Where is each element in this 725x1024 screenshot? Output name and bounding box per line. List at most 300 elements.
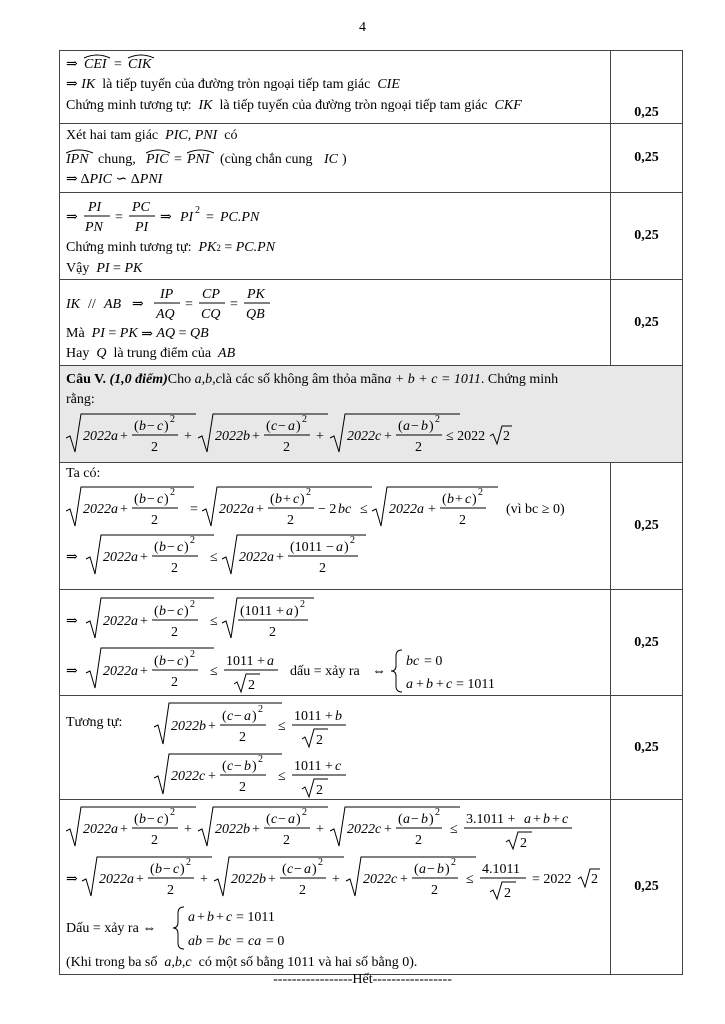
row-content — [60, 800, 610, 974]
svg-text:⇒: ⇒ — [66, 550, 78, 565]
svg-text:b: b — [421, 812, 428, 827]
svg-text:c: c — [227, 759, 234, 774]
svg-text:−: − — [278, 419, 286, 434]
svg-text:ab: ab — [188, 934, 202, 949]
svg-text:): ) — [252, 759, 257, 774]
svg-text:+: + — [140, 614, 148, 629]
svg-text:2: 2 — [283, 440, 290, 455]
math-line — [66, 482, 604, 530]
svg-text:CQ: CQ — [201, 307, 221, 322]
svg-text:2022a: 2022a — [99, 872, 134, 887]
svg-text:): ) — [429, 812, 434, 827]
svg-text:=: = — [114, 57, 122, 72]
svg-text:PI: PI — [88, 200, 102, 215]
svg-text:2: 2 — [287, 513, 294, 528]
svg-text:): ) — [164, 492, 169, 507]
svg-text:bc: bc — [218, 934, 232, 949]
svg-text:2: 2 — [299, 883, 306, 898]
svg-text:CP: CP — [202, 287, 220, 302]
svg-text:(: ( — [154, 604, 159, 619]
svg-text:−: − — [234, 709, 242, 724]
svg-text:2: 2 — [302, 807, 307, 818]
svg-text:2022c: 2022c — [363, 872, 398, 887]
svg-text:b: b — [159, 654, 166, 669]
svg-text:PC: PC — [132, 200, 150, 215]
svg-text:PIC: PIC — [146, 152, 169, 167]
svg-text:2022a: 2022a — [103, 614, 138, 629]
svg-text:Dấu = xảy ra ⇔: Dấu = xảy ra ⇔ — [66, 921, 157, 936]
math-line — [66, 530, 604, 578]
svg-text:bc: bc — [338, 502, 352, 517]
svg-text:a: a — [336, 540, 343, 555]
svg-text:−: − — [411, 419, 419, 434]
svg-text:(vì bc ≥ 0): (vì bc ≥ 0) — [506, 502, 565, 517]
svg-text:⇒: ⇒ — [66, 872, 78, 887]
svg-text:2: 2 — [170, 807, 175, 818]
svg-text:a: a — [406, 677, 413, 692]
svg-text:2: 2 — [258, 754, 263, 765]
svg-text:⇒: ⇒ — [66, 664, 78, 679]
svg-text:PI: PI — [180, 210, 194, 225]
svg-text:=: = — [236, 934, 244, 949]
svg-text:2: 2 — [170, 414, 175, 425]
svg-text:PN: PN — [85, 220, 103, 235]
svg-text:): ) — [184, 604, 189, 619]
svg-text:2: 2 — [435, 807, 440, 818]
svg-text:+: + — [257, 654, 265, 669]
svg-text:a: a — [288, 419, 295, 434]
svg-text:2: 2 — [300, 599, 305, 610]
svg-text:c: c — [157, 419, 164, 434]
svg-text:(: ( — [134, 419, 139, 434]
svg-text:2: 2 — [171, 675, 178, 690]
svg-text:a: a — [419, 862, 426, 877]
svg-text:⇒: ⇒ — [66, 57, 78, 72]
question-vars: a,b,c — [194, 372, 222, 387]
svg-text:2: 2 — [431, 883, 438, 898]
svg-text:): ) — [342, 152, 347, 167]
svg-text:PK: PK — [247, 287, 265, 302]
svg-text:): ) — [164, 419, 169, 434]
svg-text:=: = — [115, 210, 123, 225]
svg-text:b: b — [139, 492, 146, 507]
svg-text:): ) — [344, 540, 349, 555]
text-line: ⇒ Δ PIC ∽ Δ PNI — [66, 171, 163, 187]
svg-text:2: 2 — [195, 205, 200, 216]
svg-text:1011: 1011 — [294, 759, 322, 774]
svg-text:+: + — [268, 872, 276, 887]
svg-text:2: 2 — [151, 833, 158, 848]
math-line — [66, 902, 604, 952]
math-line — [66, 145, 604, 170]
svg-text:CIK: CIK — [128, 57, 152, 72]
math-line — [66, 53, 604, 74]
svg-text:≤: ≤ — [278, 719, 286, 734]
score-cell: 0,25 — [610, 193, 682, 279]
svg-text:a: a — [267, 654, 274, 669]
score-cell: 0,25 — [610, 800, 682, 974]
svg-text:b: b — [159, 604, 166, 619]
svg-text:1011: 1011 — [294, 709, 322, 724]
question-text-after: . Chứng minh — [480, 372, 559, 387]
svg-text:a: a — [524, 812, 531, 827]
svg-text:=: = — [190, 502, 198, 517]
svg-text:2: 2 — [459, 513, 466, 528]
svg-text:b: b — [159, 540, 166, 555]
svg-text:=: = — [230, 297, 238, 312]
svg-text:): ) — [184, 654, 189, 669]
svg-text:2: 2 — [258, 704, 263, 715]
svg-text:−: − — [427, 862, 435, 877]
svg-text:−: − — [234, 759, 242, 774]
svg-text:+: + — [252, 822, 260, 837]
svg-text:1011: 1011 — [226, 654, 254, 669]
svg-text:+: + — [276, 604, 284, 619]
text-line: ⇒ IK là tiếp tuyến của đường tròn ngoại tiếp tam giác CIE — [66, 76, 400, 92]
svg-text:2: 2 — [302, 414, 307, 425]
text-line: Mà PI = PK ⇒ AQ = QB — [66, 326, 209, 342]
svg-text:b: b — [426, 677, 433, 692]
svg-text:a: a — [403, 812, 410, 827]
svg-text:2: 2 — [190, 599, 195, 610]
svg-text:2022a: 2022a — [239, 550, 274, 565]
svg-text:2: 2 — [248, 678, 255, 693]
svg-text:2: 2 — [503, 429, 510, 444]
math-line — [66, 802, 604, 850]
svg-text:IK: IK — [66, 297, 80, 312]
question-points: (1,0 điểm) — [109, 372, 168, 387]
table-row — [59, 590, 683, 696]
svg-text:): ) — [252, 709, 257, 724]
svg-text:+: + — [140, 550, 148, 565]
svg-text:Tương tự:: Tương tự: — [66, 715, 123, 730]
svg-text:IC: IC — [324, 152, 338, 167]
svg-text:2022a: 2022a — [389, 502, 424, 517]
svg-text:2022a: 2022a — [103, 664, 138, 679]
svg-text:⇒: ⇒ — [132, 297, 144, 312]
svg-text:−: − — [147, 419, 155, 434]
svg-text:2: 2 — [318, 857, 323, 868]
svg-text:⇒: ⇒ — [66, 210, 78, 225]
svg-text:=: = — [206, 210, 214, 225]
svg-text:4.1011: 4.1011 — [482, 862, 520, 877]
svg-text:IP: IP — [160, 287, 174, 302]
svg-text:+: + — [400, 872, 408, 887]
svg-text:c: c — [335, 759, 342, 774]
svg-text:− 2: − 2 — [318, 502, 337, 517]
table-row — [59, 124, 683, 193]
row-content — [60, 280, 610, 365]
svg-text:+: + — [428, 502, 436, 517]
svg-text:2022a: 2022a — [103, 550, 138, 565]
row-content — [60, 590, 610, 695]
svg-text:= 2022: = 2022 — [532, 872, 572, 887]
svg-text:b: b — [437, 862, 444, 877]
svg-text:c: c — [157, 812, 164, 827]
svg-text:2022b: 2022b — [215, 429, 250, 444]
svg-text:2022a: 2022a — [219, 502, 254, 517]
svg-text:(1011: (1011 — [290, 540, 323, 555]
svg-text:2: 2 — [151, 513, 158, 528]
math-line — [66, 592, 604, 644]
svg-text:bc: bc — [406, 654, 420, 669]
table-row — [59, 280, 683, 366]
question-text-before: Cho — [167, 372, 192, 387]
svg-text:2: 2 — [415, 440, 422, 455]
svg-text:(: ( — [154, 654, 159, 669]
svg-text:(: ( — [398, 812, 403, 827]
svg-text:≤: ≤ — [466, 872, 474, 887]
svg-text:+: + — [316, 429, 324, 444]
svg-text:≤: ≤ — [210, 664, 218, 679]
svg-text:CEI: CEI — [84, 57, 107, 72]
svg-text:2: 2 — [171, 561, 178, 576]
svg-text:a: a — [286, 604, 293, 619]
svg-text:2022c: 2022c — [347, 822, 382, 837]
svg-text:−: − — [326, 540, 334, 555]
svg-text:+: + — [120, 502, 128, 517]
svg-text:2: 2 — [316, 783, 323, 798]
svg-text:3.1011 +: 3.1011 + — [466, 812, 516, 827]
svg-text:IPN: IPN — [66, 152, 89, 167]
svg-text:−: − — [147, 492, 155, 507]
svg-text:=: = — [174, 152, 182, 167]
question-label: Câu V. — [66, 372, 106, 387]
svg-text:(1011: (1011 — [240, 604, 273, 619]
svg-text:c: c — [177, 604, 184, 619]
svg-text:2: 2 — [190, 535, 195, 546]
svg-text:+: + — [552, 812, 560, 827]
text-line: (Khi trong ba số a,b,c có một số bằng 1011 và hai số bằng 0). — [66, 954, 418, 970]
svg-text:c: c — [271, 419, 278, 434]
svg-text:2: 2 — [170, 487, 175, 498]
svg-text:c: c — [226, 910, 233, 925]
svg-text:+: + — [316, 822, 324, 837]
svg-text:⇒: ⇒ — [160, 210, 172, 225]
svg-text:+: + — [200, 872, 208, 887]
row-content — [60, 696, 610, 799]
svg-text:b: b — [421, 419, 428, 434]
svg-text:+: + — [216, 910, 224, 925]
svg-text:≤: ≤ — [210, 614, 218, 629]
svg-text:⇔: ⇔ — [372, 664, 386, 679]
svg-text:+: + — [325, 759, 333, 774]
svg-text:+: + — [455, 492, 463, 507]
svg-text:b: b — [447, 492, 454, 507]
table-row — [59, 800, 683, 975]
question-line-wrap: rằng: — [66, 392, 95, 407]
svg-text:c: c — [287, 862, 294, 877]
svg-text:⇒: ⇒ — [66, 614, 78, 629]
svg-text:b: b — [335, 709, 342, 724]
svg-text:≤: ≤ — [278, 769, 286, 784]
svg-text:+: + — [416, 677, 424, 692]
svg-text:): ) — [445, 862, 450, 877]
svg-text:= 0: = 0 — [424, 654, 443, 669]
svg-text:=: = — [185, 297, 193, 312]
svg-text:): ) — [472, 492, 477, 507]
math-line — [66, 644, 604, 695]
svg-text:+: + — [184, 429, 192, 444]
table-row — [59, 696, 683, 800]
svg-text:dấu = xảy ra: dấu = xảy ra — [290, 664, 360, 679]
svg-text:+: + — [184, 822, 192, 837]
page-footer: -----------------Hết----------------- — [273, 972, 452, 987]
svg-text:2022a: 2022a — [83, 502, 118, 517]
question-line — [66, 370, 676, 390]
row-content — [60, 463, 610, 589]
table-row — [59, 193, 683, 280]
answer-table — [59, 50, 683, 975]
svg-text:2: 2 — [451, 857, 456, 868]
svg-text:+: + — [533, 812, 541, 827]
svg-text:= 0: = 0 — [266, 934, 285, 949]
svg-text:): ) — [184, 540, 189, 555]
svg-text:2: 2 — [239, 730, 246, 745]
svg-text:c: c — [293, 492, 300, 507]
svg-text:c: c — [271, 812, 278, 827]
table-row — [59, 463, 683, 590]
score-cell: 0,25 — [610, 124, 682, 192]
question-inequality — [66, 410, 676, 456]
svg-text:2: 2 — [415, 833, 422, 848]
svg-text:c: c — [465, 492, 472, 507]
svg-text:2022b: 2022b — [231, 872, 266, 887]
row-content — [60, 193, 610, 279]
text-line: Hay Q là trung điểm của AB — [66, 345, 236, 361]
svg-text:PNI: PNI — [187, 152, 210, 167]
svg-text:−: − — [294, 862, 302, 877]
svg-text:(: ( — [398, 419, 403, 434]
svg-text:): ) — [429, 419, 434, 434]
svg-text:): ) — [164, 812, 169, 827]
svg-text:=: = — [206, 934, 214, 949]
svg-text:2: 2 — [283, 833, 290, 848]
svg-text:): ) — [296, 419, 301, 434]
svg-text:c: c — [157, 492, 164, 507]
svg-text:c: c — [173, 862, 180, 877]
svg-text:PC.PN: PC.PN — [220, 210, 260, 225]
svg-text:2: 2 — [504, 886, 511, 901]
svg-text:2: 2 — [239, 780, 246, 795]
svg-text:(: ( — [222, 759, 227, 774]
svg-text:(cùng chắn cung: (cùng chắn cung — [220, 152, 313, 167]
svg-text:(: ( — [134, 492, 139, 507]
svg-text:+: + — [332, 872, 340, 887]
question-box — [59, 366, 683, 463]
svg-text:PI: PI — [135, 220, 149, 235]
svg-text:2: 2 — [167, 883, 174, 898]
svg-text:2: 2 — [478, 487, 483, 498]
score-cell: 0,25 — [610, 590, 682, 695]
svg-text:): ) — [180, 862, 185, 877]
svg-text:2: 2 — [316, 733, 323, 748]
svg-text:+: + — [120, 822, 128, 837]
svg-text:2: 2 — [269, 625, 276, 640]
svg-text:(: ( — [154, 540, 159, 555]
svg-text:+: + — [252, 429, 260, 444]
svg-text:−: − — [167, 604, 175, 619]
svg-text:2022b: 2022b — [215, 822, 250, 837]
svg-text:+: + — [208, 769, 216, 784]
svg-text:AQ: AQ — [156, 307, 175, 322]
svg-text:QB: QB — [246, 307, 265, 322]
svg-text:−: − — [147, 812, 155, 827]
svg-text:(: ( — [442, 492, 447, 507]
svg-text:c: c — [562, 812, 569, 827]
svg-text:= 1011: = 1011 — [236, 910, 275, 925]
score-cell: 0,25 — [610, 51, 682, 123]
svg-text:+: + — [197, 910, 205, 925]
svg-text:2: 2 — [190, 649, 195, 660]
text-line: Ta có: — [66, 465, 101, 481]
score-cell: 0,25 — [610, 463, 682, 589]
svg-text:+: + — [384, 822, 392, 837]
svg-text:2022c: 2022c — [171, 769, 206, 784]
svg-text:(: ( — [270, 492, 275, 507]
svg-text:a: a — [188, 910, 195, 925]
svg-text:b: b — [275, 492, 282, 507]
svg-text:b: b — [139, 419, 146, 434]
math-line — [66, 698, 604, 750]
svg-text:(: ( — [282, 862, 287, 877]
svg-text:2: 2 — [591, 872, 598, 887]
table-row — [59, 50, 683, 124]
svg-text:+: + — [276, 550, 284, 565]
math-line — [66, 195, 604, 237]
svg-text:(: ( — [266, 812, 271, 827]
svg-text:2: 2 — [350, 535, 355, 546]
svg-text:2: 2 — [186, 857, 191, 868]
svg-text:≤: ≤ — [450, 822, 458, 837]
svg-text:≤: ≤ — [360, 502, 368, 517]
question-text-mid: là các số không âm thỏa mãn — [221, 372, 385, 387]
svg-text:≤ 2022: ≤ 2022 — [446, 429, 486, 444]
svg-text:): ) — [300, 492, 305, 507]
svg-text:2022a: 2022a — [83, 429, 118, 444]
math-line — [66, 282, 604, 324]
svg-text:+: + — [140, 664, 148, 679]
svg-text:ca: ca — [248, 934, 262, 949]
text-line: Chứng minh tương tự: IK là tiếp tuyến của đường tròn ngoại tiếp tam giác CKF — [66, 97, 522, 113]
svg-text:+: + — [325, 709, 333, 724]
svg-text:(: ( — [150, 862, 155, 877]
svg-text:b: b — [543, 812, 550, 827]
svg-text:2: 2 — [306, 487, 311, 498]
svg-text:+: + — [136, 872, 144, 887]
svg-text:(: ( — [222, 709, 227, 724]
svg-text:): ) — [294, 604, 299, 619]
svg-text:+: + — [384, 429, 392, 444]
svg-text:c: c — [446, 677, 453, 692]
text-line: Vậy PI = PK — [66, 260, 143, 276]
svg-text:2: 2 — [435, 414, 440, 425]
svg-text:2: 2 — [520, 836, 527, 850]
svg-text:2022a: 2022a — [83, 822, 118, 837]
question-condition: a + b + c = 1011 — [384, 372, 481, 387]
row-content — [60, 124, 610, 192]
svg-text:+: + — [283, 492, 291, 507]
svg-text:b: b — [155, 862, 162, 877]
svg-text:+: + — [120, 429, 128, 444]
svg-text:b: b — [139, 812, 146, 827]
svg-text://: // — [88, 297, 96, 312]
svg-text:b: b — [207, 910, 214, 925]
svg-text:c: c — [177, 654, 184, 669]
svg-text:2: 2 — [171, 625, 178, 640]
svg-text:c: c — [227, 709, 234, 724]
svg-text:b: b — [244, 759, 251, 774]
